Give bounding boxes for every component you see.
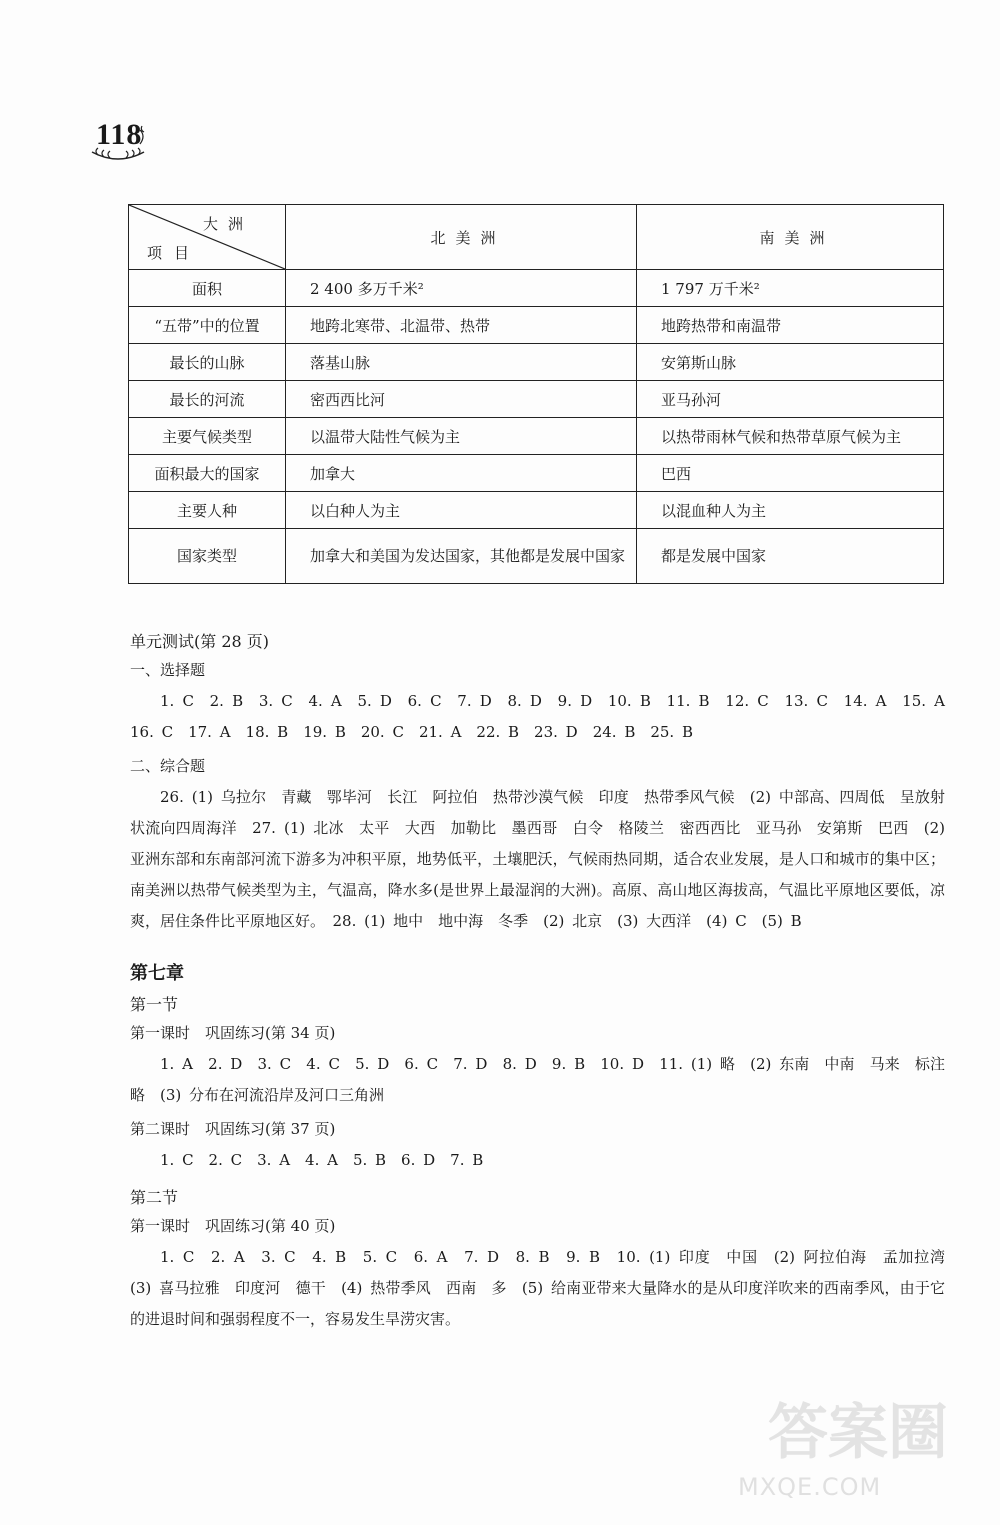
- row-label: 面积: [129, 270, 286, 307]
- lesson-answers: 1. C 2. C 3. A 4. A 5. B 6. D 7. B: [160, 1151, 484, 1169]
- table-row: [129, 455, 944, 492]
- cell-south-america: 地跨热带和南温带: [637, 307, 944, 344]
- lesson-title: 第一课时 巩固练习(第 34 页): [130, 1024, 336, 1042]
- cell-north-america: 密西西比河: [286, 381, 637, 418]
- row-label: “五带”中的位置: [129, 307, 286, 344]
- table-row: [129, 418, 944, 455]
- section-title: 第一节: [130, 995, 179, 1014]
- lesson-answers: 1. A 2. D 3. C 4. C 5. D 6. C 7. D 8. D 9. B 10. D 11. (1) 略 (2) 东南 中南 马来 标注略 (3) 分布在河流沿岸及河口三角洲: [130, 1055, 945, 1104]
- header-north-america: 北美洲: [286, 205, 637, 270]
- table-row: [129, 307, 944, 344]
- row-label: 国家类型: [129, 529, 286, 584]
- table-row: [129, 381, 944, 418]
- answer-content: [130, 620, 961, 1339]
- comprehensive-answers: 26. (1) 乌拉尔 青藏 鄂毕河 长江 阿拉伯 热带沙漠气候 印度 热带季风气候 (2) 中部高、四周低 呈放射状流向四周海洋 27. (1) 北冰 太平 大西 加勒比 墨西哥 白令 格陵兰 密西西比 亚马孙 安第斯 巴西 (2) 亚洲东部和东南部河流下游多为冲积平原，地势低平，土壤肥沃，气候雨热同期，适合农业发展，是人口和城市的集中区；南美洲以热带气候类型为主，气温高，降水多(是世界上最湿润的大洲)。高原、高山地区海拔高，气温比平原地区要低，凉爽，居住条件比平原地区好。 28. (1) 地中 地中海 冬季 (2) 北京 (3) 大西洋 (4) C (5) B: [130, 788, 945, 930]
- cell-north-america: 加拿大: [286, 455, 637, 492]
- cell-south-america: 以热带雨林气候和热带草原气候为主: [637, 418, 944, 455]
- lesson-answers: 1. C 2. A 3. C 4. B 5. C 6. A 7. D 8. B 9. B 10. (1) 印度 中国 (2) 阿拉伯海 孟加拉湾 (3) 喜马拉雅 印度河 德干 (4) 热带季风 西南 多 (5) 给南亚带来大量降水的是从印度洋吹来的西南季风，由于它的进退时间和强弱程度不一，容易发生旱涝灾害。: [130, 1248, 961, 1328]
- lesson-title: 第二课时 巩固练习(第 37 页): [130, 1120, 336, 1138]
- cell-south-america: 巴西: [637, 455, 944, 492]
- cell-south-america: 安第斯山脉: [637, 344, 944, 381]
- row-label: 最长的山脉: [129, 344, 286, 381]
- cell-south-america: 以混血种人为主: [637, 492, 944, 529]
- row-label: 主要气候类型: [129, 418, 286, 455]
- cell-north-america: 地跨北寒带、北温带、热带: [286, 307, 637, 344]
- row-label: 主要人种: [129, 492, 286, 529]
- page-number: 118: [96, 118, 143, 151]
- watermark-text: 答案圈: [768, 1398, 948, 1468]
- table-row: [129, 492, 944, 529]
- cell-south-america: 1 797 万千米²: [637, 270, 944, 307]
- row-label: 面积最大的国家: [129, 455, 286, 492]
- cell-south-america: 亚马孙河: [637, 381, 944, 418]
- cell-north-america: 加拿大和美国为发达国家，其他都是发展中国家: [286, 529, 637, 584]
- watermark-logo: [708, 1385, 968, 1505]
- chapter-title: 第七章: [130, 963, 184, 984]
- unit-test-title: 单元测试(第 28 页): [130, 632, 270, 651]
- corner-label-item: 项目: [147, 244, 202, 262]
- row-label: 最长的河流: [129, 381, 286, 418]
- multiple-choice-title: 一、选择题: [130, 661, 206, 679]
- watermark-url: MXQE.COM: [738, 1473, 882, 1501]
- multiple-choice-answers: 1. C 2. B 3. C 4. A 5. D 6. C 7. D 8. D 9. D 10. B 11. B 12. C 13. C 14. A 15. A 16. C 17. A 18. B 19. B 20. C 21. A 22. B 23. D 24. B 25. B: [130, 692, 961, 741]
- header-south-america: 南美洲: [637, 205, 944, 270]
- table-row: [129, 270, 944, 307]
- cell-north-america: 以白种人为主: [286, 492, 637, 529]
- section-title: 第二节: [130, 1188, 179, 1207]
- table-row: [129, 344, 944, 381]
- cell-north-america: 2 400 多万千米²: [286, 270, 637, 307]
- cell-north-america: 落基山脉: [286, 344, 637, 381]
- table-corner-cell: [129, 205, 286, 270]
- cell-south-america: 都是发展中国家: [637, 529, 944, 584]
- lesson-title: 第一课时 巩固练习(第 40 页): [130, 1217, 336, 1235]
- comprehensive-title: 二、综合题: [130, 757, 206, 775]
- cell-north-america: 以温带大陆性气候为主: [286, 418, 637, 455]
- continent-comparison-table: [128, 204, 944, 584]
- table-header-row: [129, 205, 944, 270]
- corner-label-continent: 大洲: [202, 215, 253, 233]
- table-row: [129, 529, 944, 584]
